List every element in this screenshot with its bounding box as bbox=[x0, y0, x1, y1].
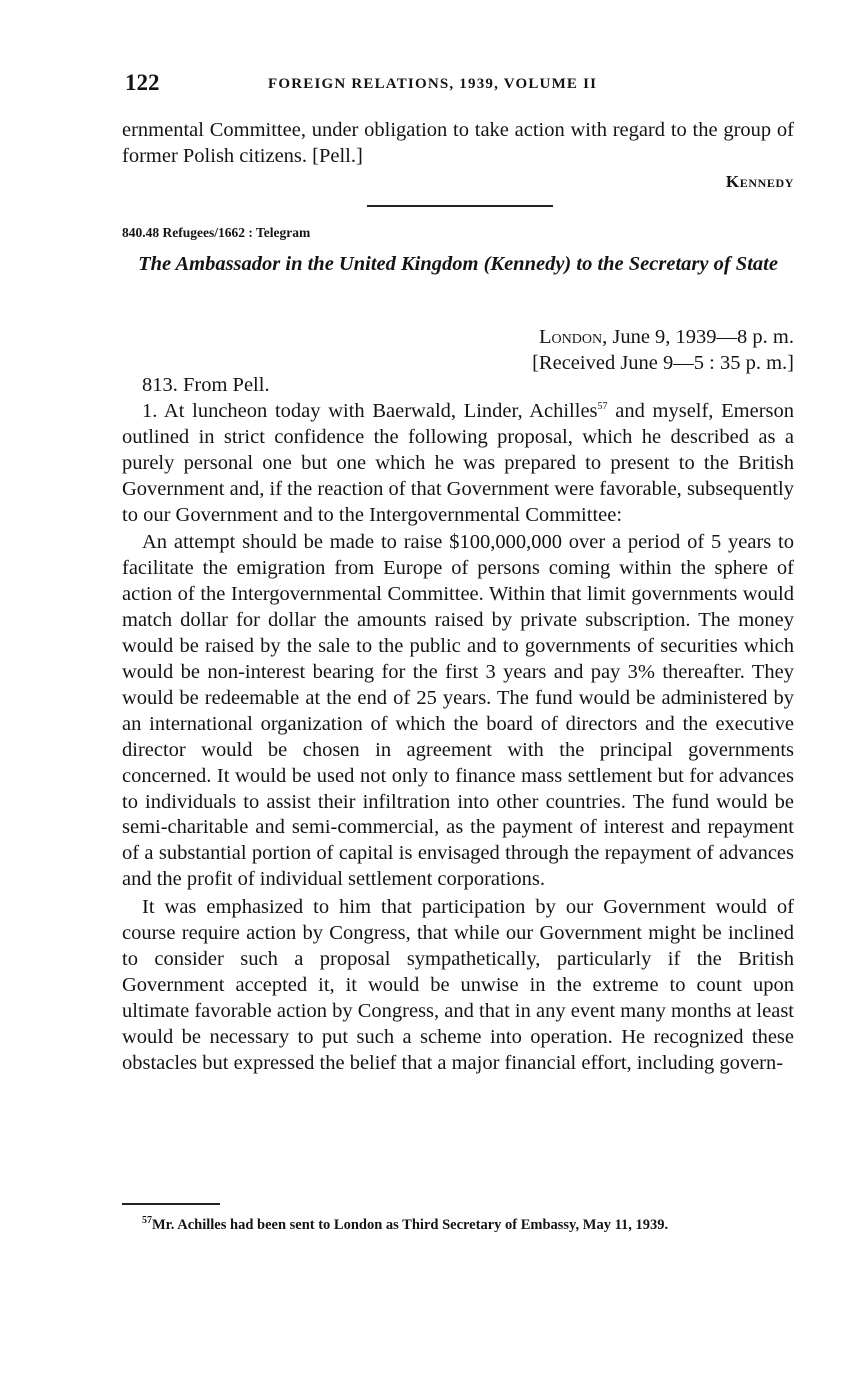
paragraph-2: An attempt should be made to raise $100,000,000 over a period of 5 years to facilitate the emigration from Europe of persons coming within the sphere of action of the Intergovernmental Committee. Within that limit governments would match dollar for dollar the amounts raised by private subscription. The money would be raised by the sale to the public and to governments of securities which would be non-interest bearing for the first 3 years and pay 3% thereafter. They would be redeemable at the end of 25 years. The fund would be administered by an international organization of which the board of directors and the executive director would be chosen in agreement with the principal governments concerned. It would be used not only to finance mass settlement but for advances to individuals to assist their infiltration into other countries. The fund would be semi-charitable and semi-commercial, as the payment of interest and repayment of a substantial portion of capital is envisaged through the repayment of advances and the profit of individual settlement corporations. bbox=[122, 531, 794, 891]
continuation-text: ernmental Committee, under obligation to take action with regard to the group of former Polish citizens. [Pell.] bbox=[122, 119, 794, 167]
continuation-block bbox=[122, 118, 794, 170]
dateline-date: , June 9, 1939—8 p. m. bbox=[602, 326, 794, 348]
paragraph-1-rest: and myself, Emerson outlined in strict confidence the following proposal, which he described as a purely personal one but one which he was prepared to present to the British Government and, if the reaction of that Government were favorable, subsequently to our Government and to the Intergovernmental Committee: bbox=[122, 399, 794, 526]
section-divider bbox=[367, 205, 553, 207]
dateline bbox=[122, 325, 794, 351]
running-head: FOREIGN RELATIONS, 1939, VOLUME II bbox=[268, 76, 598, 92]
paragraph-1 bbox=[122, 399, 794, 529]
telegram-body bbox=[122, 373, 794, 1076]
footnote-marker: 57 bbox=[142, 1215, 152, 1227]
document-title-block bbox=[122, 251, 794, 278]
footnote bbox=[122, 1217, 794, 1234]
file-reference: 840.48 Refugees/1662 : Telegram bbox=[122, 225, 311, 240]
footnote-text: Mr. Achilles had been sent to London as Third Secretary of Embassy, May 11, 1939. bbox=[152, 1217, 669, 1233]
dateline-place: London bbox=[539, 326, 603, 348]
file-reference-block bbox=[122, 224, 794, 242]
telegram-number-line: 813. From Pell. bbox=[142, 374, 270, 396]
paragraph-3: It was emphasized to him that participation by our Government would of course require action by Congress, that while our Government might be inclined to consider such a proposal sympathetically, particularly if the British Government accepted it, it would be unwise in the extreme to count upon ultimate favorable action by Congress, and that in any event many months at least would be necessary to put such a scheme into operation. He recognized these obstacles but expressed the belief that a major financial effort, including govern- bbox=[122, 896, 794, 1074]
signature: Kennedy bbox=[725, 172, 794, 191]
page-number: 122 bbox=[125, 70, 160, 95]
page-header bbox=[122, 70, 794, 100]
footnote-ref: 57 bbox=[597, 401, 608, 413]
paragraph-1-start: 1. At luncheon today with Baerwald, Linder, Achilles bbox=[142, 399, 598, 422]
dateline-block bbox=[122, 325, 794, 377]
footnote-block bbox=[122, 1217, 794, 1234]
document-title: The Ambassador in the United Kingdom (Kennedy) to the Secretary of State bbox=[138, 253, 778, 275]
footnote-divider bbox=[122, 1203, 220, 1205]
signature-block bbox=[122, 172, 794, 192]
received-line: [Received June 9—5 : 35 p. m.] bbox=[532, 351, 794, 374]
